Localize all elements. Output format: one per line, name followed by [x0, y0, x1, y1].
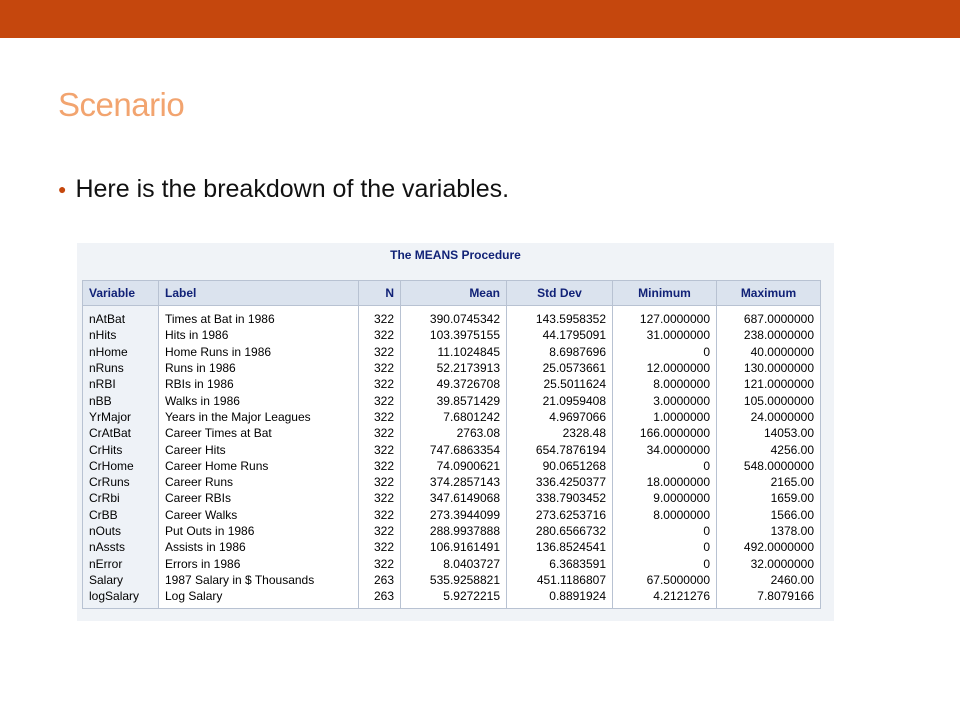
n-cell: 322	[359, 360, 401, 376]
minimum-cell: 67.5000000	[613, 572, 717, 588]
table-row	[83, 441, 821, 457]
bullet-icon: ●	[58, 180, 67, 197]
table-row	[83, 490, 821, 506]
variable-cell: CrHits	[83, 441, 159, 457]
maximum-cell: 40.0000000	[717, 344, 821, 360]
minimum-cell: 34.0000000	[613, 441, 717, 457]
mean-cell: 347.6149068	[401, 490, 507, 506]
table-row	[83, 588, 821, 609]
n-cell: 322	[359, 306, 401, 328]
table-row	[83, 572, 821, 588]
variable-cell: YrMajor	[83, 409, 159, 425]
n-cell: 322	[359, 458, 401, 474]
variable-cell: nHome	[83, 344, 159, 360]
label-cell: RBIs in 1986	[159, 376, 359, 392]
minimum-cell: 12.0000000	[613, 360, 717, 376]
std-dev-cell: 0.8891924	[507, 588, 613, 609]
minimum-cell: 1.0000000	[613, 409, 717, 425]
n-cell: 263	[359, 572, 401, 588]
minimum-cell: 0	[613, 523, 717, 539]
minimum-cell: 8.0000000	[613, 376, 717, 392]
means-output-panel	[77, 243, 834, 621]
variable-cell: nRBI	[83, 376, 159, 392]
maximum-cell: 121.0000000	[717, 376, 821, 392]
n-cell: 322	[359, 523, 401, 539]
table-row	[83, 306, 821, 328]
std-dev-cell: 338.7903452	[507, 490, 613, 506]
maximum-cell: 7.8079166	[717, 588, 821, 609]
minimum-cell: 9.0000000	[613, 490, 717, 506]
std-dev-cell: 280.6566732	[507, 523, 613, 539]
label-cell: Career Hits	[159, 441, 359, 457]
minimum-cell: 18.0000000	[613, 474, 717, 490]
n-cell: 322	[359, 425, 401, 441]
std-dev-cell: 44.1795091	[507, 327, 613, 343]
n-cell: 322	[359, 555, 401, 571]
maximum-cell: 2165.00	[717, 474, 821, 490]
variable-cell: CrRbi	[83, 490, 159, 506]
mean-cell: 2763.08	[401, 425, 507, 441]
maximum-cell: 130.0000000	[717, 360, 821, 376]
minimum-cell: 0	[613, 555, 717, 571]
minimum-cell: 31.0000000	[613, 327, 717, 343]
mean-cell: 273.3944099	[401, 507, 507, 523]
bullet-text: Here is the breakdown of the variables.	[75, 175, 510, 203]
mean-cell: 374.2857143	[401, 474, 507, 490]
variable-cell: nError	[83, 555, 159, 571]
table-row	[83, 344, 821, 360]
table-row	[83, 458, 821, 474]
label-cell: Years in the Major Leagues	[159, 409, 359, 425]
std-dev-cell: 451.1186807	[507, 572, 613, 588]
mean-cell: 106.9161491	[401, 539, 507, 555]
table-body	[83, 306, 821, 609]
std-dev-cell: 136.8524541	[507, 539, 613, 555]
std-dev-cell: 654.7876194	[507, 441, 613, 457]
label-cell: Career RBIs	[159, 490, 359, 506]
variable-cell: CrRuns	[83, 474, 159, 490]
slide-title: Scenario	[58, 86, 185, 123]
mean-cell: 7.6801242	[401, 409, 507, 425]
std-dev-cell: 90.0651268	[507, 458, 613, 474]
label-cell: Career Runs	[159, 474, 359, 490]
n-cell: 322	[359, 327, 401, 343]
n-cell: 322	[359, 539, 401, 555]
table-row	[83, 376, 821, 392]
std-dev-cell: 143.5958352	[507, 306, 613, 328]
std-dev-cell: 21.0959408	[507, 392, 613, 408]
table-row	[83, 507, 821, 523]
maximum-cell: 24.0000000	[717, 409, 821, 425]
col-header-std-dev: Std Dev	[507, 281, 613, 306]
top-accent-bar	[0, 0, 960, 38]
label-cell: Home Runs in 1986	[159, 344, 359, 360]
minimum-cell: 0	[613, 458, 717, 474]
n-cell: 322	[359, 409, 401, 425]
minimum-cell: 0	[613, 539, 717, 555]
variable-cell: nHits	[83, 327, 159, 343]
minimum-cell: 3.0000000	[613, 392, 717, 408]
mean-cell: 11.1024845	[401, 344, 507, 360]
maximum-cell: 32.0000000	[717, 555, 821, 571]
col-header-maximum: Maximum	[717, 281, 821, 306]
mean-cell: 39.8571429	[401, 392, 507, 408]
label-cell: Times at Bat in 1986	[159, 306, 359, 328]
std-dev-cell: 6.3683591	[507, 555, 613, 571]
label-cell: Runs in 1986	[159, 360, 359, 376]
minimum-cell: 166.0000000	[613, 425, 717, 441]
table-row	[83, 327, 821, 343]
minimum-cell: 4.2121276	[613, 588, 717, 609]
label-cell: Career Walks	[159, 507, 359, 523]
table-row	[83, 474, 821, 490]
procedure-title: The MEANS Procedure	[390, 248, 521, 262]
mean-cell: 390.0745342	[401, 306, 507, 328]
maximum-cell: 492.0000000	[717, 539, 821, 555]
bullet-item	[58, 175, 509, 204]
maximum-cell: 1378.00	[717, 523, 821, 539]
std-dev-cell: 25.0573661	[507, 360, 613, 376]
table-row	[83, 539, 821, 555]
mean-cell: 747.6863354	[401, 441, 507, 457]
mean-cell: 288.9937888	[401, 523, 507, 539]
mean-cell: 535.9258821	[401, 572, 507, 588]
mean-cell: 74.0900621	[401, 458, 507, 474]
variable-cell: logSalary	[83, 588, 159, 609]
maximum-cell: 548.0000000	[717, 458, 821, 474]
variable-cell: CrAtBat	[83, 425, 159, 441]
minimum-cell: 8.0000000	[613, 507, 717, 523]
col-header-mean: Mean	[401, 281, 507, 306]
std-dev-cell: 8.6987696	[507, 344, 613, 360]
label-cell: Errors in 1986	[159, 555, 359, 571]
n-cell: 322	[359, 344, 401, 360]
table-row	[83, 392, 821, 408]
n-cell: 322	[359, 474, 401, 490]
mean-cell: 52.2173913	[401, 360, 507, 376]
table-row	[83, 409, 821, 425]
minimum-cell: 127.0000000	[613, 306, 717, 328]
mean-cell: 103.3975155	[401, 327, 507, 343]
label-cell: Hits in 1986	[159, 327, 359, 343]
mean-cell: 49.3726708	[401, 376, 507, 392]
label-cell: Assists in 1986	[159, 539, 359, 555]
label-cell: 1987 Salary in $ Thousands	[159, 572, 359, 588]
table-row	[83, 425, 821, 441]
n-cell: 322	[359, 441, 401, 457]
table-row	[83, 555, 821, 571]
std-dev-cell: 336.4250377	[507, 474, 613, 490]
n-cell: 322	[359, 490, 401, 506]
mean-cell: 8.0403727	[401, 555, 507, 571]
maximum-cell: 687.0000000	[717, 306, 821, 328]
variable-cell: nAtBat	[83, 306, 159, 328]
variable-cell: nOuts	[83, 523, 159, 539]
maximum-cell: 238.0000000	[717, 327, 821, 343]
label-cell: Walks in 1986	[159, 392, 359, 408]
std-dev-cell: 2328.48	[507, 425, 613, 441]
table-row	[83, 523, 821, 539]
label-cell: Career Times at Bat	[159, 425, 359, 441]
maximum-cell: 14053.00	[717, 425, 821, 441]
variable-cell: CrHome	[83, 458, 159, 474]
variable-cell: Salary	[83, 572, 159, 588]
col-header-label: Label	[159, 281, 359, 306]
means-table	[82, 280, 821, 609]
n-cell: 322	[359, 392, 401, 408]
label-cell: Put Outs in 1986	[159, 523, 359, 539]
n-cell: 263	[359, 588, 401, 609]
maximum-cell: 1566.00	[717, 507, 821, 523]
n-cell: 322	[359, 507, 401, 523]
maximum-cell: 1659.00	[717, 490, 821, 506]
col-header-variable: Variable	[83, 281, 159, 306]
table-row	[83, 360, 821, 376]
variable-cell: nAssts	[83, 539, 159, 555]
variable-cell: nRuns	[83, 360, 159, 376]
variable-cell: CrBB	[83, 507, 159, 523]
label-cell: Log Salary	[159, 588, 359, 609]
std-dev-cell: 273.6253716	[507, 507, 613, 523]
table-header-row	[83, 281, 821, 306]
maximum-cell: 4256.00	[717, 441, 821, 457]
label-cell: Career Home Runs	[159, 458, 359, 474]
col-header-n: N	[359, 281, 401, 306]
n-cell: 322	[359, 376, 401, 392]
maximum-cell: 105.0000000	[717, 392, 821, 408]
std-dev-cell: 4.9697066	[507, 409, 613, 425]
minimum-cell: 0	[613, 344, 717, 360]
col-header-minimum: Minimum	[613, 281, 717, 306]
maximum-cell: 2460.00	[717, 572, 821, 588]
mean-cell: 5.9272215	[401, 588, 507, 609]
variable-cell: nBB	[83, 392, 159, 408]
std-dev-cell: 25.5011624	[507, 376, 613, 392]
